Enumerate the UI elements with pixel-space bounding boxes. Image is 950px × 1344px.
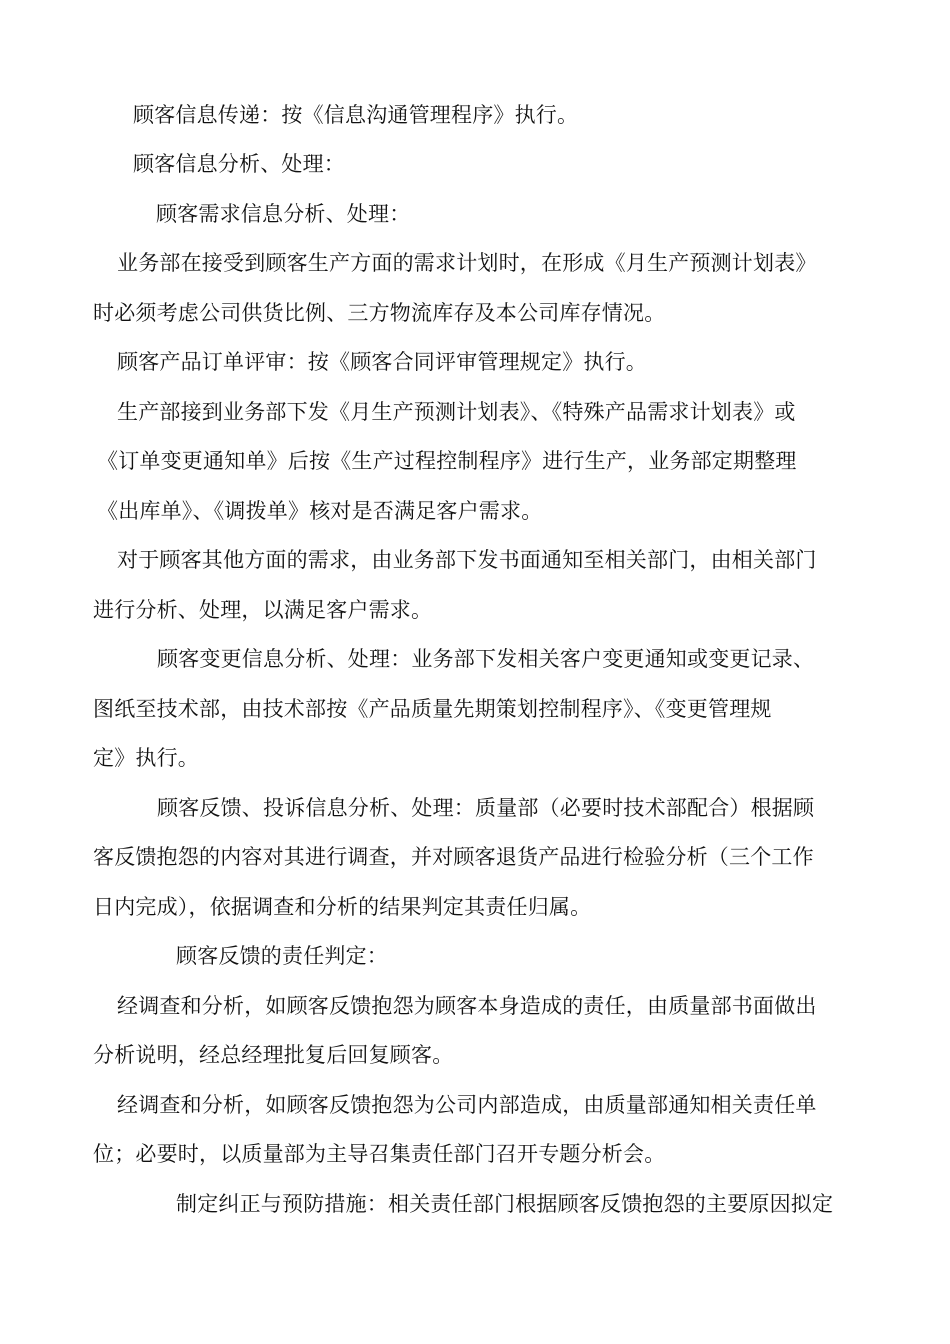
text-line-1: 顾客信息传递：按《信息沟通管理程序》执行。 — [133, 103, 579, 127]
text-line-11: 进行分析、处理，以满足客户需求。 — [93, 598, 433, 622]
text-line-21: 经调查和分析，如顾客反馈抱怨为公司内部造成，由质量部通知相关责任单 — [117, 1093, 817, 1117]
text-line-2: 顾客信息分析、处理： — [133, 152, 345, 176]
text-line-22: 位；必要时，以质量部为主导召集责任部门召开专题分析会。 — [93, 1142, 666, 1166]
text-line-13: 图纸至技术部，由技术部按《产品质量先期策划控制程序》、《变更管理规 — [93, 697, 772, 721]
text-line-9: 《出库单》、《调拨单》核对是否满足客户需求。 — [97, 499, 543, 523]
text-line-20: 分析说明，经总经理批复后回复顾客。 — [93, 1043, 454, 1067]
text-line-6: 顾客产品订单评审：按《顾客合同评审管理规定》执行。 — [117, 350, 647, 374]
text-line-16: 客反馈抱怨的内容对其进行调查，并对顾客退货产品进行检验分析（三个工作 — [93, 845, 814, 869]
text-line-23: 制定纠正与预防措施：相关责任部门根据顾客反馈抱怨的主要原因拟定 — [176, 1192, 834, 1216]
text-line-17: 日内完成），依据调查和分析的结果判定其责任归属。 — [93, 895, 592, 919]
text-line-4: 业务部在接受到顾客生产方面的需求计划时，在形成《月生产预测计划表》 — [117, 251, 817, 275]
text-line-19: 经调查和分析，如顾客反馈抱怨为顾客本身造成的责任，由质量部书面做出 — [117, 994, 817, 1018]
text-line-5: 时必须考虑公司供货比例、三方物流库存及本公司库存情况。 — [93, 301, 666, 325]
text-line-7: 生产部接到业务部下发《月生产预测计划表》、《特殊产品需求计划表》或 — [117, 400, 796, 424]
text-line-14: 定》执行。 — [93, 746, 199, 770]
text-line-10: 对于顾客其他方面的需求，由业务部下发书面通知至相关部门，由相关部门 — [117, 548, 817, 572]
text-line-12: 顾客变更信息分析、处理：业务部下发相关客户变更通知或变更记录、 — [157, 647, 815, 671]
text-line-8: 《订单变更通知单》后按《生产过程控制程序》进行生产，业务部定期整理 — [97, 449, 797, 473]
text-line-18: 顾客反馈的责任判定： — [176, 944, 388, 968]
text-line-15: 顾客反馈、投诉信息分析、处理：质量部（必要时技术部配合）根据顾 — [157, 796, 815, 820]
text-line-3: 顾客需求信息分析、处理： — [156, 202, 411, 226]
